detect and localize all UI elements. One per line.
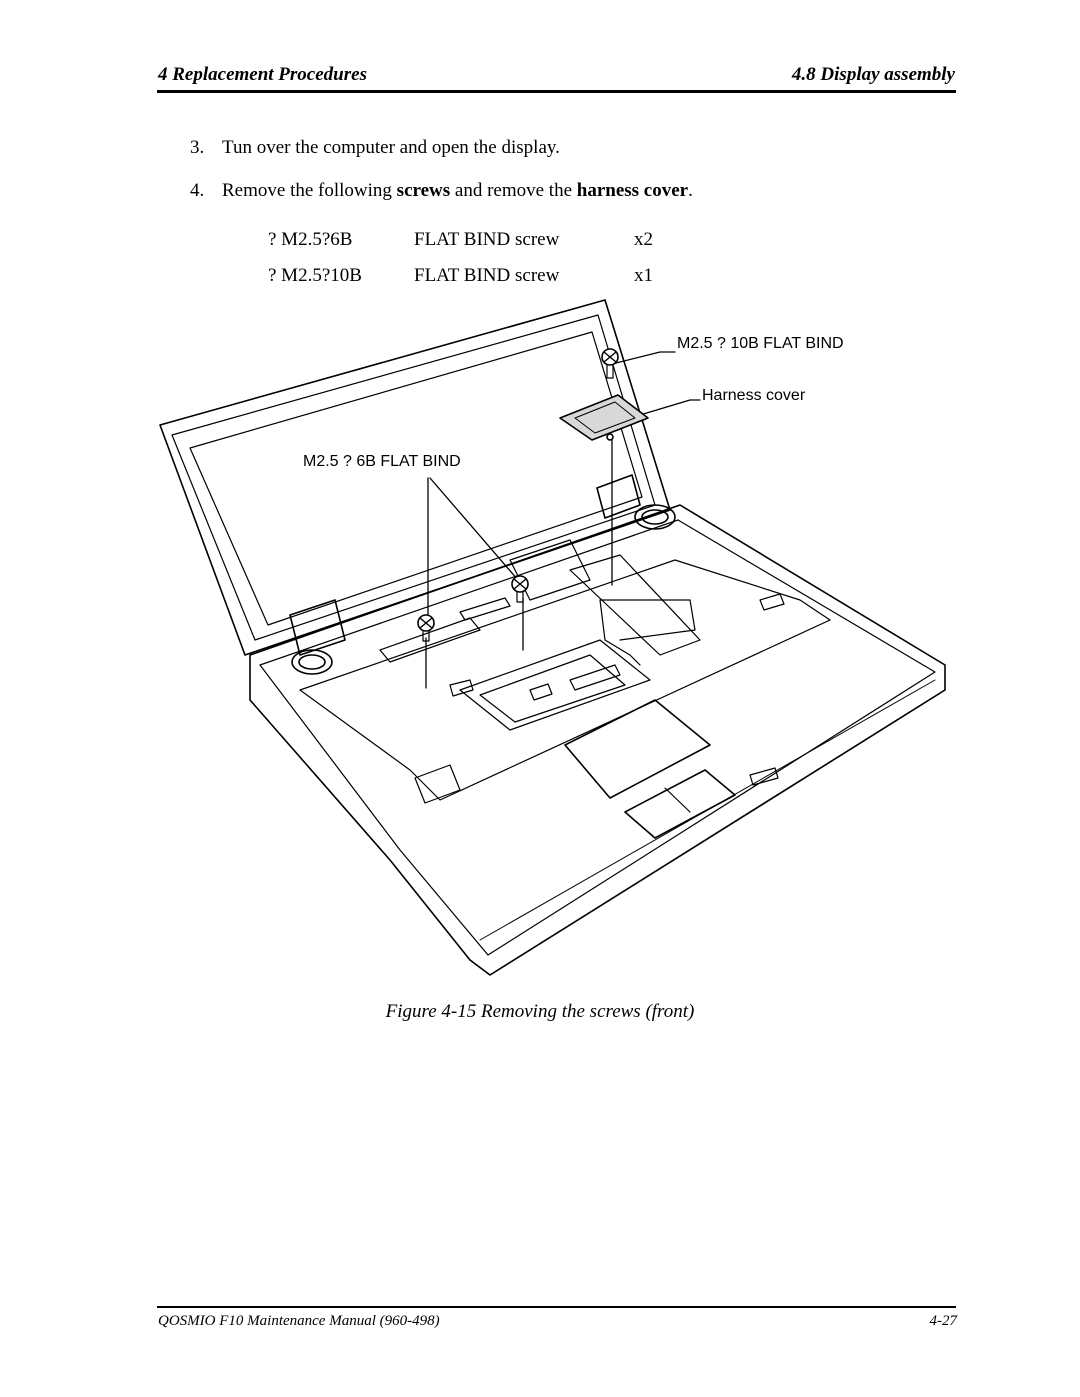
laptop-figure bbox=[150, 295, 950, 995]
footer-rule bbox=[157, 1306, 956, 1308]
callout-screw-10b: M2.5 ? 10B FLAT BIND bbox=[677, 335, 844, 352]
step-4 bbox=[190, 180, 693, 202]
callout-screw-6b: M2.5 ? 6B FLAT BIND bbox=[303, 453, 461, 470]
harness-cover-icon bbox=[560, 395, 648, 440]
step-text: Remove the following bbox=[222, 180, 397, 201]
bold-screws: screws bbox=[396, 180, 451, 201]
speaker-left-inner bbox=[299, 655, 325, 669]
page-number: 4-27 bbox=[929, 1313, 957, 1329]
speaker-right bbox=[635, 505, 675, 529]
footer-manual-title: QOSMIO F10 Maintenance Manual (960-498) bbox=[158, 1313, 440, 1329]
callout-harness-cover: Harness cover bbox=[702, 387, 806, 404]
laptop-base bbox=[250, 505, 945, 975]
screw-spec: ? M2.5?6B bbox=[268, 229, 353, 250]
laptop-drawing bbox=[150, 295, 950, 995]
step-text: . bbox=[688, 180, 693, 201]
internal-components bbox=[380, 540, 784, 803]
subsection-title: 4.8 Display assembly bbox=[791, 64, 955, 85]
step-number: 3. bbox=[190, 137, 205, 158]
header-rule bbox=[157, 90, 956, 93]
section-title: 4 Replacement Procedures bbox=[158, 64, 367, 85]
screw-type: FLAT BIND screw bbox=[414, 229, 560, 250]
screw-qty: x2 bbox=[634, 229, 653, 250]
speaker-left bbox=[292, 650, 332, 674]
step-3 bbox=[190, 137, 560, 159]
bold-harness-cover: harness cover bbox=[576, 180, 689, 201]
screw-6b-icon bbox=[512, 576, 528, 602]
touchpad bbox=[565, 700, 735, 838]
step-number: 4. bbox=[190, 180, 205, 201]
screw-qty: x1 bbox=[634, 265, 653, 286]
step-text: Tun over the computer and open the display. bbox=[222, 137, 560, 158]
step-text: and remove the bbox=[450, 180, 577, 201]
display-panel bbox=[160, 300, 670, 655]
figure-caption: Figure 4-15 Removing the screws (front) bbox=[385, 1001, 695, 1022]
screw-type: FLAT BIND screw bbox=[414, 265, 560, 286]
screw-spec: ? M2.5?10B bbox=[268, 265, 362, 286]
screw-6b-icon bbox=[418, 615, 434, 641]
leader-lines bbox=[426, 352, 700, 688]
